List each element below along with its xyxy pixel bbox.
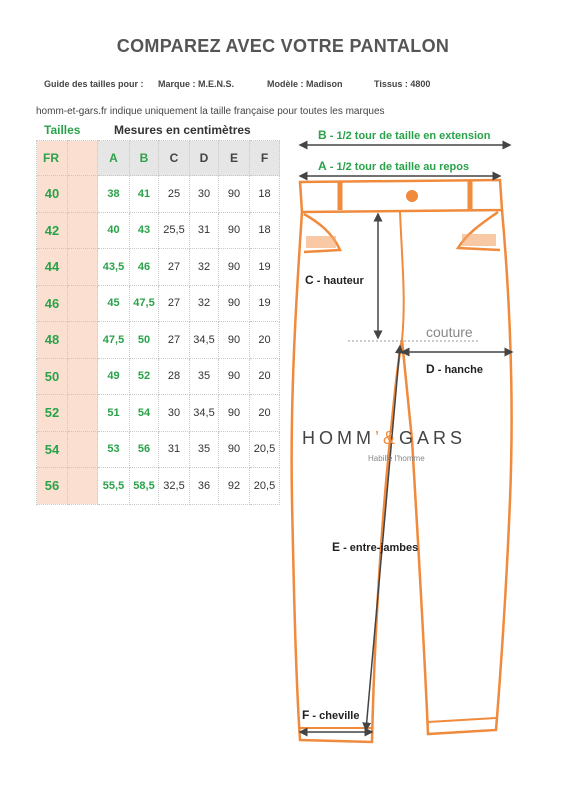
size-fr: 52 <box>37 395 68 432</box>
brand-logo: HOMM’&GARS <box>302 428 467 448</box>
right-cuff <box>428 718 496 722</box>
label-f: F - cheville <box>302 708 360 722</box>
cell-d: 31 <box>190 212 219 249</box>
cell-e: 90 <box>219 249 250 286</box>
header-f: F <box>250 141 280 176</box>
cell-e: 90 <box>219 322 250 359</box>
label-e: E - entre-jambes <box>332 540 419 554</box>
cell-a: 38 <box>98 176 130 213</box>
cell-c: 27 <box>159 285 190 322</box>
cell-c: 27 <box>159 249 190 286</box>
cell-f: 20 <box>250 358 280 395</box>
size-note: homm-et-gars.fr indique uniquement la taille française pour toutes les marques <box>36 106 385 117</box>
cell-f: 18 <box>250 176 280 213</box>
cell-d: 35 <box>190 431 219 468</box>
size-fr: 48 <box>37 322 68 359</box>
label-b: B - 1/2 tour de taille en extension <box>318 128 491 142</box>
cell-c: 31 <box>159 431 190 468</box>
cell-b: 47,5 <box>130 285 159 322</box>
cell-a: 45 <box>98 285 130 322</box>
cell-f: 20,5 <box>250 468 280 505</box>
cell-b: 43 <box>130 212 159 249</box>
cell-b: 46 <box>130 249 159 286</box>
cell-e: 90 <box>219 395 250 432</box>
cell-c: 30 <box>159 395 190 432</box>
pocket-left-fill <box>306 236 336 248</box>
cell-e: 90 <box>219 358 250 395</box>
left-leg-outline <box>292 212 402 742</box>
size-fr: 44 <box>37 249 68 286</box>
cell-a: 40 <box>98 212 130 249</box>
cell-d: 32 <box>190 285 219 322</box>
tailles-label: Tailles <box>44 123 81 137</box>
cell-e: 90 <box>219 212 250 249</box>
cell-a: 47,5 <box>98 322 130 359</box>
cell-c: 25 <box>159 176 190 213</box>
size-fr: 46 <box>37 285 68 322</box>
cell-a: 51 <box>98 395 130 432</box>
cell-f: 19 <box>250 249 280 286</box>
right-leg-outline <box>402 210 512 734</box>
cell-e: 90 <box>219 285 250 322</box>
cell-e: 90 <box>219 176 250 213</box>
pocket-right-fill <box>462 234 496 246</box>
size-fr: 50 <box>37 358 68 395</box>
fly-line <box>400 212 404 340</box>
cell-c: 28 <box>159 358 190 395</box>
cell-f: 20 <box>250 395 280 432</box>
cell-b: 58,5 <box>130 468 159 505</box>
cell-b: 54 <box>130 395 159 432</box>
cell-e: 92 <box>219 468 250 505</box>
cell-d: 36 <box>190 468 219 505</box>
size-fr: 54 <box>37 431 68 468</box>
couture-label: couture <box>426 324 473 340</box>
header-c: C <box>159 141 190 176</box>
header-a: A <box>98 141 130 176</box>
cell-a: 55,5 <box>98 468 130 505</box>
cell-f: 20 <box>250 322 280 359</box>
cell-d: 35 <box>190 358 219 395</box>
mesures-label: Mesures en centimètres <box>114 123 251 137</box>
guide-tissus: Tissus : 4800 <box>374 79 431 89</box>
size-fr: 42 <box>37 212 68 249</box>
header-fr: FR <box>37 141 68 176</box>
size-fr: 40 <box>37 176 68 213</box>
cell-b: 50 <box>130 322 159 359</box>
cell-f: 20,5 <box>250 431 280 468</box>
header-d: D <box>190 141 219 176</box>
cell-c: 27 <box>159 322 190 359</box>
cell-d: 34,5 <box>190 322 219 359</box>
label-d: D - hanche <box>426 362 483 376</box>
cell-b: 56 <box>130 431 159 468</box>
cell-c: 32,5 <box>159 468 190 505</box>
label-c: C - hauteur <box>305 273 364 287</box>
cell-d: 32 <box>190 249 219 286</box>
brand-tagline: Habille l'homme <box>368 454 425 463</box>
cell-a: 43,5 <box>98 249 130 286</box>
cell-b: 41 <box>130 176 159 213</box>
cell-c: 25,5 <box>159 212 190 249</box>
guide-marque: Marque : M.E.N.S. <box>158 79 235 89</box>
cell-a: 53 <box>98 431 130 468</box>
header-b: B <box>130 141 159 176</box>
header-e: E <box>219 141 250 176</box>
cell-a: 49 <box>98 358 130 395</box>
guide-modele: Modèle : Madison <box>267 79 343 89</box>
cell-b: 52 <box>130 358 159 395</box>
cell-f: 19 <box>250 285 280 322</box>
e-arrow <box>366 346 400 730</box>
page-title: COMPAREZ AVEC VOTRE PANTALON <box>116 36 450 56</box>
size-fr: 56 <box>37 468 68 505</box>
label-a: A - 1/2 tour de taille au repos <box>318 159 470 173</box>
cell-f: 18 <box>250 212 280 249</box>
cell-d: 34,5 <box>190 395 219 432</box>
guide-label: Guide des tailles pour : <box>44 79 144 89</box>
cell-e: 90 <box>219 431 250 468</box>
button-icon <box>406 190 418 202</box>
cell-d: 30 <box>190 176 219 213</box>
